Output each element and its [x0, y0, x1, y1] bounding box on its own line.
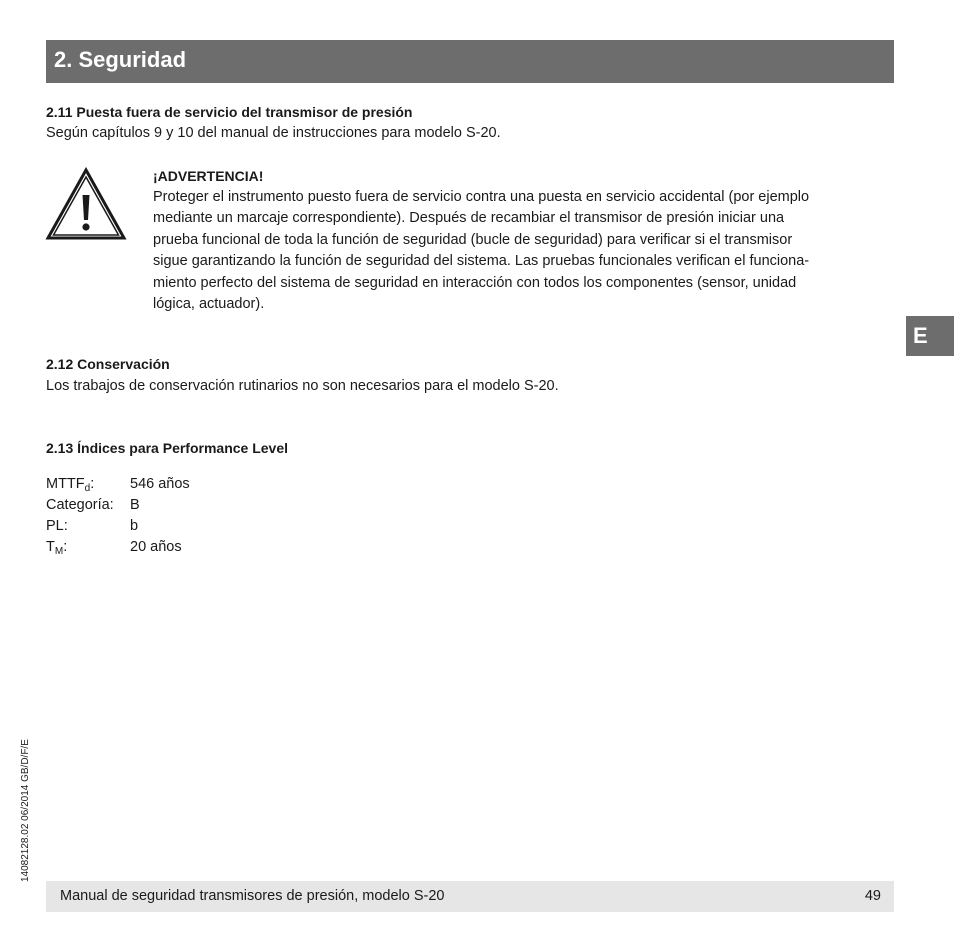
warning-text [153, 187, 893, 315]
warning-line: lógica, actuador). [153, 296, 265, 313]
page-footer [46, 881, 894, 912]
warning-line: sigue garantizando la función de seguridad del sistema. Las pruebas funcionales verifican el funciona- [153, 253, 810, 270]
warning-line: Proteger el instrumento puesto fuera de servicio contra una puesta en servicio accidental (por ejemplo [153, 189, 810, 205]
warning-triangle-icon [45, 167, 127, 241]
chapter-title: 2. Seguridad [54, 47, 187, 72]
language-tab [906, 316, 954, 356]
row-value: 20 años [130, 539, 182, 555]
row-label: $MTTF_d$: [46, 476, 95, 494]
warning-line: miento perfecto del sistema de seguridad en interacción con todos los componentes (sensor, unidad [153, 274, 797, 291]
section-2-13-heading: 2.13 Índices para Performance Level [46, 440, 289, 456]
row-label: PL: [46, 518, 68, 534]
warning-block [153, 167, 893, 315]
warning-line: prueba funcional de toda la función de seguridad (bucle de seguridad) para verificar si el transmisor [153, 231, 793, 248]
row-label: Categoría: [46, 497, 114, 513]
section-2-11-text: Según capítulos 9 y 10 del manual de instrucciones para modelo S-20. [46, 125, 501, 141]
row-value: 546 años [130, 476, 190, 492]
section-2-12-heading: 2.12 Conservación [46, 356, 170, 372]
footer-title: Manual de seguridad transmisores de presión, modelo S-20 [60, 888, 445, 904]
row-value: b [130, 518, 139, 534]
section-2-11-heading: 2.11 Puesta fuera de servicio del transmisor de presión [46, 104, 413, 120]
document-code: 14082128.02 06/2014 GB/D/F/E [20, 739, 31, 882]
row-label: $T_M$: [46, 539, 68, 557]
page-number: 49 [864, 888, 881, 904]
row-value: B [130, 497, 140, 513]
warning-line: mediante un marcaje correspondiente). Después de recambiar el transmisor de presión iniciar una [153, 210, 785, 227]
warning-title: ¡ADVERTENCIA! [153, 168, 264, 184]
language-tab-label: E [913, 323, 928, 348]
section-2-12-text: Los trabajos de conservación rutinarios no son necesarios para el modelo S-20. [46, 378, 559, 394]
chapter-title-bar [46, 40, 894, 83]
